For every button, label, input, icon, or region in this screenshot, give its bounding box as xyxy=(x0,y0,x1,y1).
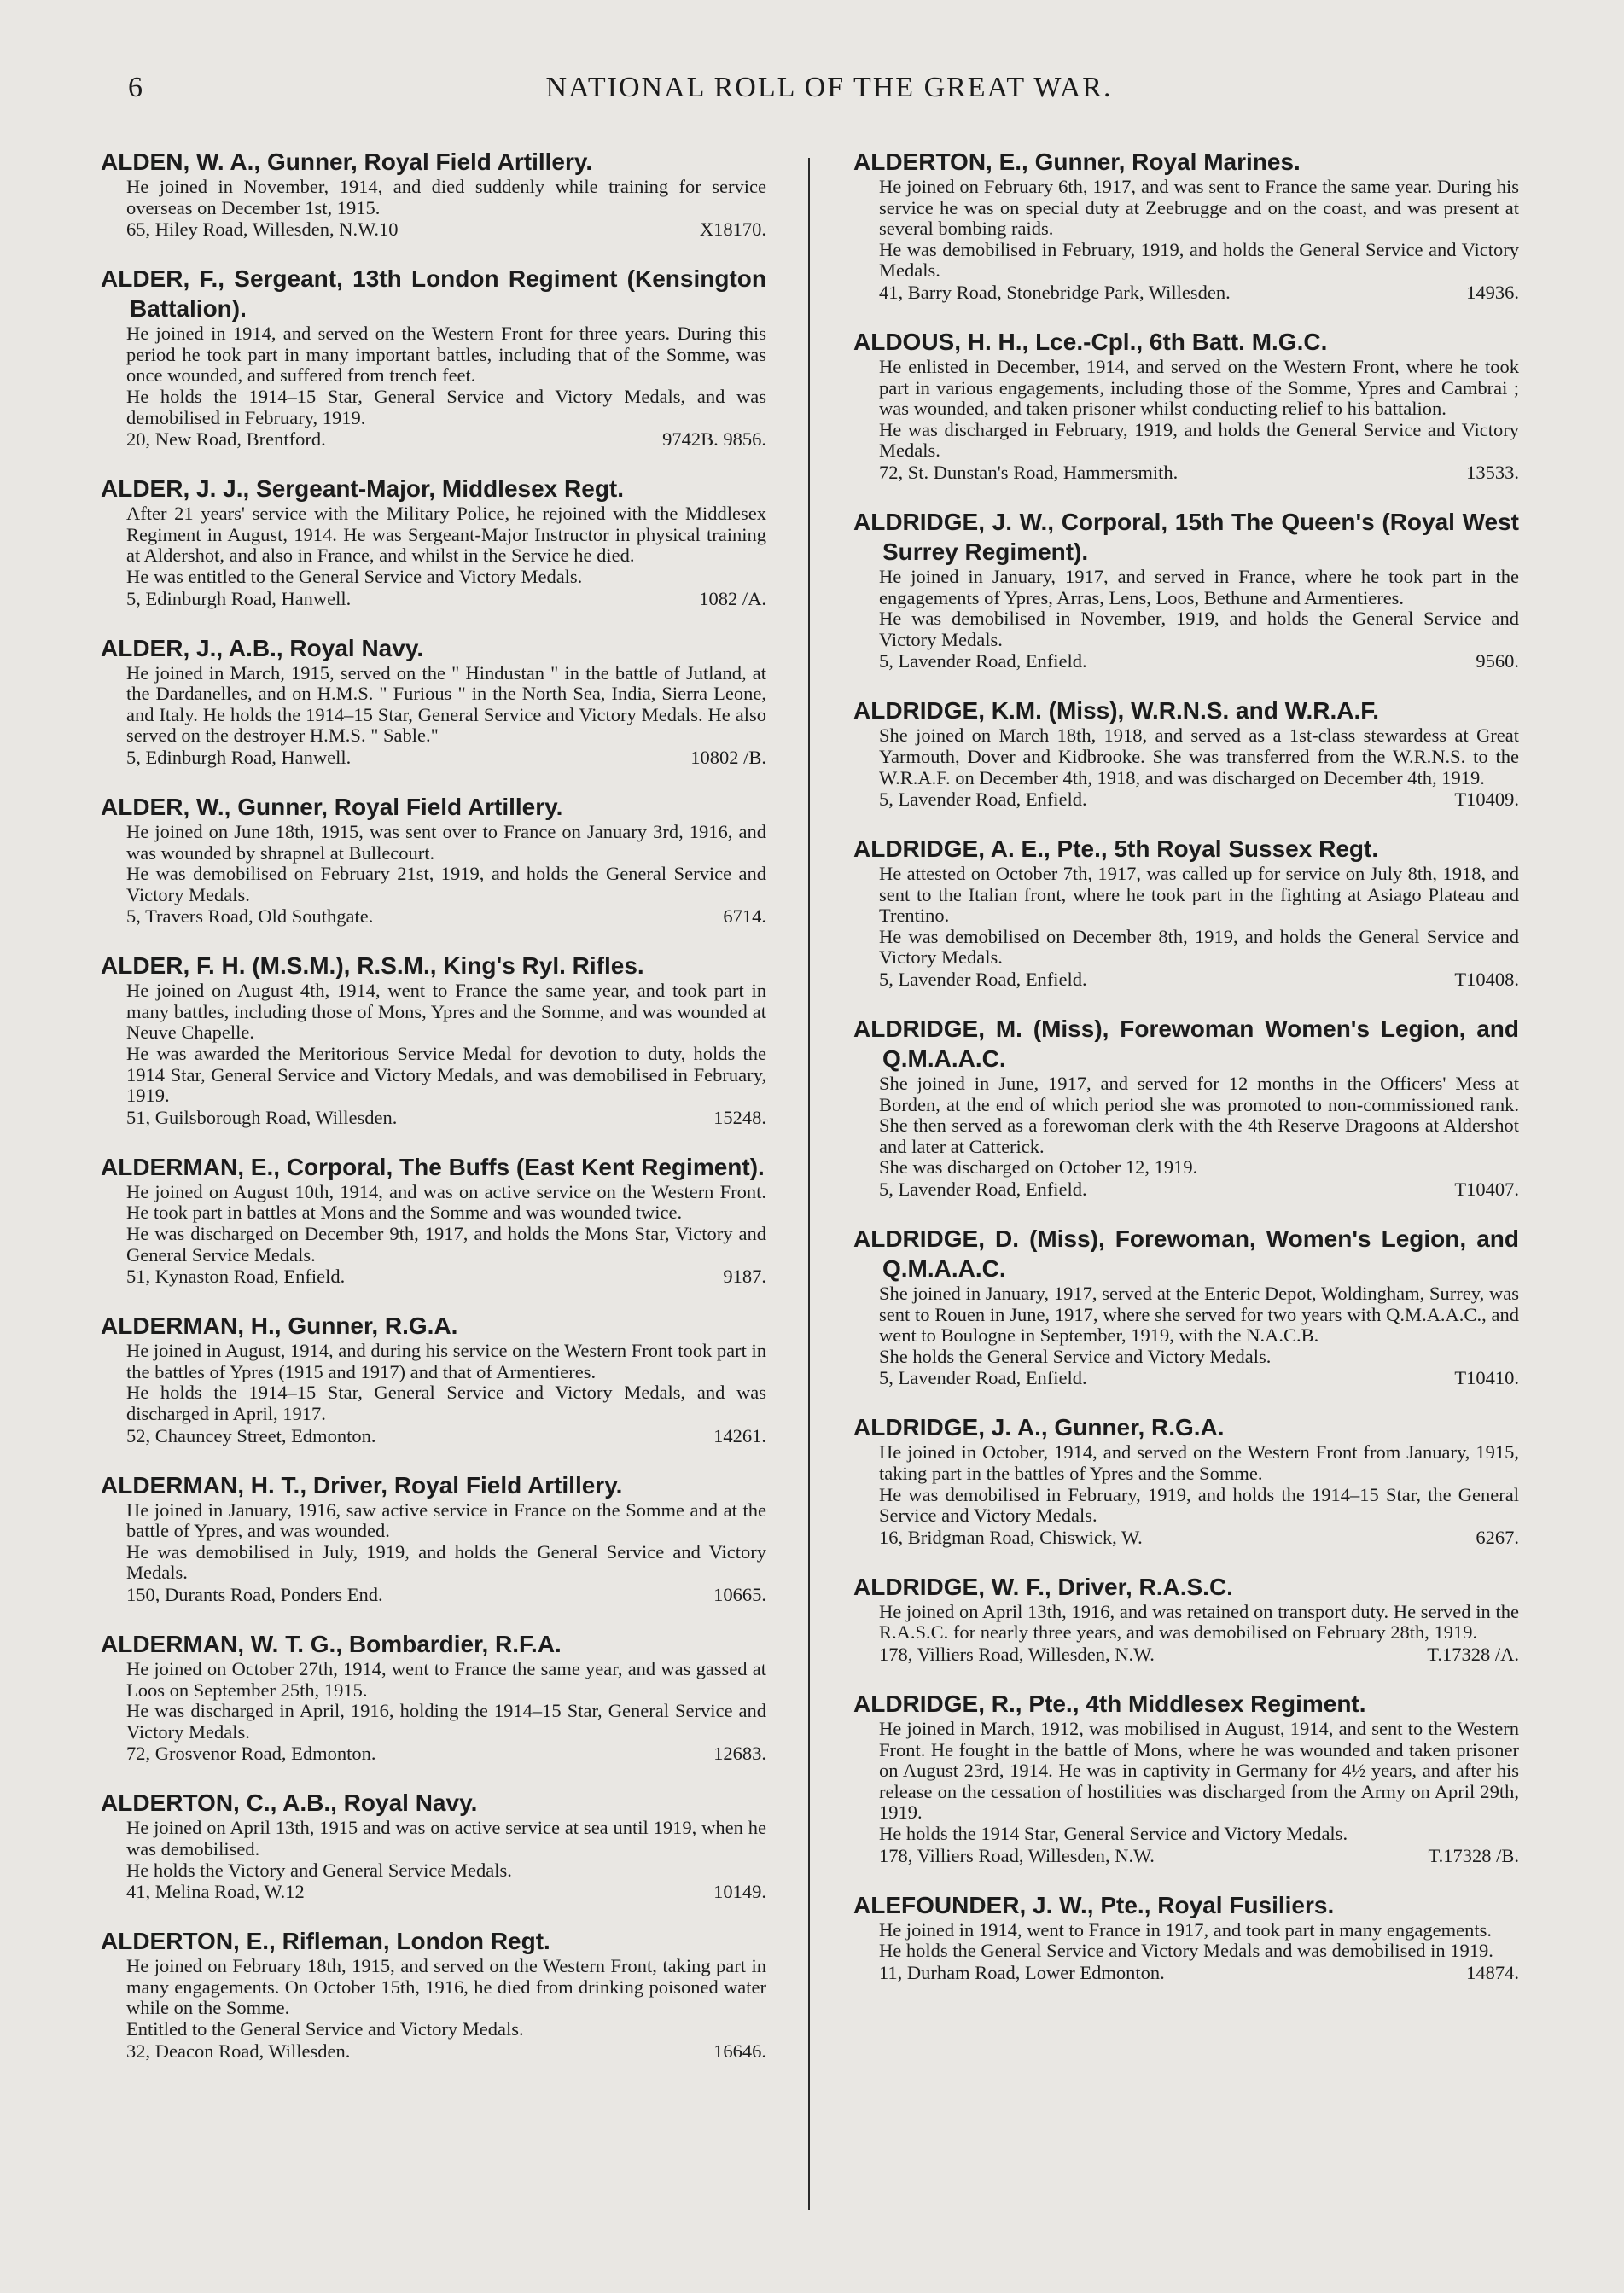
entry-text: He joined on August 4th, 1914, went to France the same year, and took part in many battles, including those of Mons, Ypres and the Somme, and was wounded at Neuve Chapelle. xyxy=(126,980,766,1044)
entry-text: He was demobilised on February 21st, 1919, and holds the General Service and Victory Medals. xyxy=(126,863,766,905)
entry-text: He holds the 1914–15 Star, General Service and Victory Medals, and was discharged in April, 1917. xyxy=(126,1382,766,1424)
entry-address: 178, Villiers Road, Willesden, N.W. xyxy=(879,1844,1155,1866)
entry-reference: 10802 /B. xyxy=(690,746,766,768)
running-title: NATIONAL ROLL OF THE GREAT WAR. xyxy=(545,72,1113,103)
entry-text: He joined in 1914, and served on the Western Front for three years. During this period he took part in many important battles, including that of the Somme, was once wounded, and suffered from trench feet. xyxy=(126,323,766,387)
entry-heading: ALDERTON, C., A.B., Royal Navy. xyxy=(101,1790,478,1817)
column-divider xyxy=(808,158,810,2210)
entry-text: He joined on June 18th, 1915, was sent over to France on January 3rd, 1916, and was wounded by shrapnel at Bullecourt. xyxy=(126,820,766,864)
entry-text: He joined in August, 1914, and during his service on the Western Front took part in the battles of Ypres (1915 and 1917) and that of Armentieres. xyxy=(126,1340,766,1382)
entry-heading: ALDER, F. H. (M.S.M.), R.S.M., King's Ryl. Rifles. xyxy=(101,952,644,980)
entry-footer xyxy=(853,1845,1519,1866)
entry-text: Entitled to the General Service and Victory Medals. xyxy=(126,2017,524,2040)
roll-entry xyxy=(853,507,1519,672)
roll-entry xyxy=(853,1014,1519,1200)
entry-heading: ALDER, W., Gunner, Royal Field Artillery. xyxy=(101,793,563,820)
entry-footer xyxy=(101,218,766,240)
entry-footer xyxy=(853,1527,1519,1548)
entry-text: He joined on February 18th, 1915, and served on the Western Front, taking part in many engagements. On October 15th, 1916, he died from drinking poisoned water while on the Somme. xyxy=(126,1955,766,2019)
roll-entry xyxy=(853,327,1519,483)
entry-text: She was discharged on October 12, 1919. xyxy=(879,1156,1198,1179)
entry-address: 51, Kynaston Road, Enfield. xyxy=(126,1266,346,1288)
entry-address: 5, Edinburgh Road, Hanwell. xyxy=(126,746,352,768)
roll-entry xyxy=(101,1470,766,1605)
entry-text: He joined on April 13th, 1916, and was retained on transport duty. He served in the R.A.S.C. for nearly three years, and was demobilised on February 28th, 1919. xyxy=(879,1600,1519,1644)
entry-footer xyxy=(853,969,1519,990)
roll-entry xyxy=(101,1788,766,1902)
entry-text: She holds the General Service and Victory Medals. xyxy=(879,1345,1272,1367)
entry-heading: ALDRIDGE, K.M. (Miss), W.R.N.S. and W.R.A.F. xyxy=(853,697,1380,725)
entry-reference: 6267. xyxy=(1476,1526,1519,1548)
entry-reference: 13533. xyxy=(1466,461,1519,483)
entry-footer xyxy=(853,1367,1519,1388)
entry-text: He was demobilised in February, 1919, and holds the 1914–15 Star, the General Service and Victory Medals. xyxy=(879,1483,1519,1527)
roll-entry xyxy=(853,1689,1519,1866)
entry-heading: ALDOUS, H. H., Lce.-Cpl., 6th Batt. M.G.C. xyxy=(853,328,1328,355)
entry-text: She joined on March 18th, 1918, and served as a 1st-class stewardess at Great Yarmouth, Dover and Kidbrooke. She was transferred from the W.R.N.S. to the W.R.A.F. on December 4th, 1918, and was discharged on December 4th, 1919. xyxy=(879,725,1519,789)
entry-text: He was awarded the Meritorious Service Medal for devotion to duty, holds the 1914 Star, General Service and Victory Medals, and was demobilised in February, 1919. xyxy=(126,1043,766,1107)
entry-reference: T.17328 /A. xyxy=(1427,1643,1519,1665)
entry-text: She joined in January, 1917, served at the Enteric Depot, Woldingham, Surrey, was sent to Rouen in June, 1917, where she served for two years with Q.M.A.A.C., and went to Boulogne in September, 1919, with the N.A.C.B. xyxy=(879,1283,1519,1347)
entry-heading: ALDRIDGE, W. F., Driver, R.A.S.C. xyxy=(853,1573,1233,1600)
right-column xyxy=(853,147,1519,2007)
entry-footer xyxy=(853,282,1519,303)
entry-heading: ALDRIDGE, A. E., Pte., 5th Royal Sussex Regt. xyxy=(853,835,1379,863)
roll-entry xyxy=(101,1926,766,2061)
entry-footer xyxy=(853,650,1519,672)
entry-footer xyxy=(101,1266,766,1287)
entry-footer xyxy=(853,462,1519,483)
entry-reference: 16646. xyxy=(713,2040,766,2062)
entry-address: 41, Barry Road, Stonebridge Park, Willesden. xyxy=(879,281,1231,303)
roll-entry xyxy=(853,1412,1519,1547)
entry-address: 20, New Road, Brentford. xyxy=(126,428,326,451)
entry-footer xyxy=(101,1425,766,1446)
entry-reference: 15248. xyxy=(713,1106,766,1128)
entry-heading: ALDERTON, E., Rifleman, London Regt. xyxy=(101,1928,550,1955)
entry-reference: 12683. xyxy=(713,1743,766,1765)
entry-reference: 14261. xyxy=(713,1424,766,1446)
entry-reference: 9742B. 9856. xyxy=(662,428,766,451)
entry-address: 16, Bridgman Road, Chiswick, W. xyxy=(879,1526,1143,1548)
roll-entry xyxy=(101,633,766,768)
entry-text: He joined on April 13th, 1915 and was on active service at sea until 1919, when he was demobilised. xyxy=(126,1817,766,1859)
entry-footer xyxy=(853,1962,1519,1983)
entry-address: 5, Travers Road, Old Southgate. xyxy=(126,905,374,928)
entry-text: He holds the 1914 Star, General Service and Victory Medals. xyxy=(879,1822,1348,1844)
entry-footer xyxy=(853,1179,1519,1200)
entry-text: He was discharged in April, 1916, holding the 1914–15 Star, General Service and Victory Medals. xyxy=(126,1700,766,1743)
roll-entry xyxy=(101,1152,766,1287)
entry-text: After 21 years' service with the Military Police, he rejoined with the Middlesex Regiment in August, 1914. He was Sergeant-Major Instructor in physical training at Aldershot, and also in France, and whilst in the Service he died. xyxy=(126,503,766,567)
entry-reference: T10410. xyxy=(1454,1367,1519,1389)
entry-heading: ALEFOUNDER, J. W., Pte., Royal Fusiliers. xyxy=(853,1891,1335,1918)
entry-heading: ALDER, F., Sergeant, 13th London Regiment (Kensington Battalion). xyxy=(101,265,766,323)
entry-heading: ALDRIDGE, J. W., Corporal, 15th The Queen's (Royal West Surrey Regiment). xyxy=(853,508,1519,565)
entry-reference: T.17328 /B. xyxy=(1428,1844,1519,1866)
page-number: 6 xyxy=(128,72,143,103)
entry-footer xyxy=(101,1743,766,1764)
entry-reference: 1082 /A. xyxy=(699,587,766,609)
entry-address: 11, Durham Road, Lower Edmonton. xyxy=(879,1961,1165,1983)
entry-reference: 6714. xyxy=(723,905,766,928)
entry-footer xyxy=(101,588,766,609)
entry-footer xyxy=(101,905,766,927)
entry-address: 178, Villiers Road, Willesden, N.W. xyxy=(879,1643,1155,1665)
entry-footer xyxy=(101,1107,766,1128)
entry-heading: ALDRIDGE, M. (Miss), Forewoman Women's Legion, and Q.M.A.A.C. xyxy=(853,1016,1519,1073)
entry-address: 150, Durants Road, Ponders End. xyxy=(126,1583,383,1605)
entry-address: 72, Grosvenor Road, Edmonton. xyxy=(126,1743,376,1765)
entry-footer xyxy=(853,1644,1519,1665)
entry-reference: T10408. xyxy=(1454,969,1519,991)
roll-entry xyxy=(853,834,1519,990)
entry-footer xyxy=(853,789,1519,810)
entry-text: He joined in January, 1916, saw active service in France on the Somme and at the battle of Ypres, and was wounded. xyxy=(126,1499,766,1542)
entry-reference: T10407. xyxy=(1454,1179,1519,1201)
roll-entry xyxy=(101,1311,766,1446)
entry-footer xyxy=(101,2040,766,2062)
entry-reference: X18170. xyxy=(699,218,766,241)
entry-text: He enlisted in December, 1914, and served on the Western Front, where he took part in various engagements, including those of the Somme, Ypres and Cambrai ; was wounded, and taken prisoner whilst conducting relief to his battalion. xyxy=(879,355,1519,420)
entry-address: 72, St. Dunstan's Road, Hammersmith. xyxy=(879,461,1179,483)
entry-address: 5, Edinburgh Road, Hanwell. xyxy=(126,587,352,609)
roll-entry xyxy=(101,792,766,927)
entry-text: He was demobilised in July, 1919, and holds the General Service and Victory Medals. xyxy=(126,1540,766,1584)
entry-text: He joined in January, 1917, and served in France, where he took part in the engagements of Ypres, Arras, Lens, Loos, Bethune and Armentieres. xyxy=(879,565,1519,608)
roll-entry xyxy=(853,695,1519,810)
entry-reference: 10149. xyxy=(713,1881,766,1903)
entry-text: He was discharged on December 9th, 1917, and holds the Mons Star, Victory and General Service Medals. xyxy=(126,1223,766,1266)
entry-footer xyxy=(101,1881,766,1902)
entry-heading: ALDERMAN, H. T., Driver, Royal Field Artillery. xyxy=(101,1471,623,1499)
entry-text: He joined on October 27th, 1914, went to France the same year, and was gassed at Loos on September 25th, 1915. xyxy=(126,1657,766,1701)
entry-reference: 14874. xyxy=(1466,1961,1519,1983)
entry-heading: ALDRIDGE, D. (Miss), Forewoman, Women's Legion, and Q.M.A.A.C. xyxy=(853,1225,1519,1283)
entry-heading: ALDERTON, E., Gunner, Royal Marines. xyxy=(853,148,1301,175)
entry-text: He was entitled to the General Service and Victory Medals. xyxy=(126,565,583,587)
entry-text: He was demobilised on December 8th, 1919, and holds the General Service and Victory Medals. xyxy=(879,925,1519,969)
roll-entry xyxy=(853,1572,1519,1665)
entry-address: 5, Lavender Road, Enfield. xyxy=(879,1367,1087,1389)
entry-address: 5, Lavender Road, Enfield. xyxy=(879,789,1087,811)
entry-reference: 10665. xyxy=(713,1583,766,1605)
entry-address: 41, Melina Road, W.12 xyxy=(126,1881,305,1903)
entry-text: He joined on February 6th, 1917, and was sent to France the same year. During his service he was on special duty at Zeebrugge and on the coast, and was present at several bombing raids. xyxy=(879,176,1519,240)
entry-address: 51, Guilsborough Road, Willesden. xyxy=(126,1106,398,1128)
roll-entry xyxy=(853,147,1519,303)
entry-text: He joined on August 10th, 1914, and was on active service on the Western Front. He took part in battles at Mons and the Somme and was wounded twice. xyxy=(126,1180,766,1224)
roll-entry xyxy=(853,1224,1519,1388)
entry-heading: ALDRIDGE, R., Pte., 4th Middlesex Regiment. xyxy=(853,1690,1366,1717)
entry-address: 5, Lavender Road, Enfield. xyxy=(879,650,1087,672)
roll-entry xyxy=(101,951,766,1128)
entry-footer xyxy=(101,747,766,768)
entry-address: 5, Lavender Road, Enfield. xyxy=(879,969,1087,991)
entry-heading: ALDER, J. J., Sergeant-Major, Middlesex Regt. xyxy=(101,475,625,503)
roll-entry xyxy=(101,1629,766,1764)
entry-address: 52, Chauncey Street, Edmonton. xyxy=(126,1424,376,1446)
left-column xyxy=(101,147,766,2086)
entry-text: He joined in October, 1914, and served on the Western Front from January, 1915, taking part in the battles of Ypres and the Somme. xyxy=(879,1441,1519,1484)
entry-heading: ALDERMAN, W. T. G., Bombardier, R.F.A. xyxy=(101,1630,562,1657)
entry-heading: ALDRIDGE, J. A., Gunner, R.G.A. xyxy=(853,1414,1225,1441)
entry-address: 32, Deacon Road, Willesden. xyxy=(126,2040,351,2062)
entry-heading: ALDERMAN, E., Corporal, The Buffs (East Kent Regiment). xyxy=(101,1153,765,1180)
entry-reference: 9560. xyxy=(1476,650,1519,672)
entry-reference: T10409. xyxy=(1454,789,1519,811)
entry-heading: ALDERMAN, H., Gunner, R.G.A. xyxy=(101,1312,458,1340)
entry-text: He joined in 1914, went to France in 1917, and took part in many engagements. xyxy=(879,1918,1492,1941)
roll-entry xyxy=(101,474,766,608)
entry-text: He was demobilised in February, 1919, and holds the General Service and Victory Medals. xyxy=(879,238,1519,282)
entry-heading: ALDER, J., A.B., Royal Navy. xyxy=(101,634,424,661)
entry-address: 65, Hiley Road, Willesden, N.W.10 xyxy=(126,218,399,241)
entry-footer xyxy=(101,1584,766,1605)
entry-footer xyxy=(101,428,766,450)
roll-entry xyxy=(101,147,766,240)
entry-text: He joined in March, 1912, was mobilised in August, 1914, and sent to the Western Front. He fought in the battle of Mons, where he was wounded and taken prisoner on August 23rd, 1914. He was in captivity in Germany for 4½ years, and after his release on the cessation of hostilities was discharged from the Army on April 29th, 1919. xyxy=(879,1717,1519,1824)
entry-text: He joined in March, 1915, served on the " Hindustan " in the battle of Jutland, at the Dardanelles, and on H.M.S. " Furious " in the North Sea, India, Sierra Leone, and Italy. He holds the 1914–15 Star, General Service and Victory Medals. He also served on the destroyer H.M.S. " Sable." xyxy=(126,661,766,747)
entry-text: He joined in November, 1914, and died suddenly while training for service overseas on December 1st, 1915. xyxy=(126,176,766,218)
roll-entry xyxy=(101,264,766,450)
entry-reference: 14936. xyxy=(1466,281,1519,303)
entry-text: He was discharged in February, 1919, and holds the General Service and Victory Medals. xyxy=(879,418,1519,462)
entry-text: He holds the 1914–15 Star, General Service and Victory Medals, and was demobilised in February, 1919. xyxy=(126,385,766,428)
roll-entry xyxy=(853,1890,1519,1983)
entry-text: He holds the Victory and General Service Medals. xyxy=(126,1859,512,1881)
entry-address: 5, Lavender Road, Enfield. xyxy=(879,1179,1087,1201)
entry-text: He holds the General Service and Victory Medals and was demobilised in 1919. xyxy=(879,1940,1493,1962)
entry-text: She joined in June, 1917, and served for 12 months in the Officers' Mess at Borden, at the end of which period she was promoted to non-commissioned rank. She then served as a forewoman clerk with the 4th Reserve Dragoons at Aldershot and later at Catterick. xyxy=(879,1073,1519,1157)
entry-reference: 9187. xyxy=(723,1266,766,1288)
entry-text: He attested on October 7th, 1917, was called up for service on July 8th, 1918, and sent to the Italian front, where he took part in the fighting at Asiago Plateau and Trentino. xyxy=(879,863,1519,927)
entry-text: He was demobilised in November, 1919, and holds the General Service and Victory Medals. xyxy=(879,608,1519,650)
entry-heading: ALDEN, W. A., Gunner, Royal Field Artillery. xyxy=(101,148,593,175)
